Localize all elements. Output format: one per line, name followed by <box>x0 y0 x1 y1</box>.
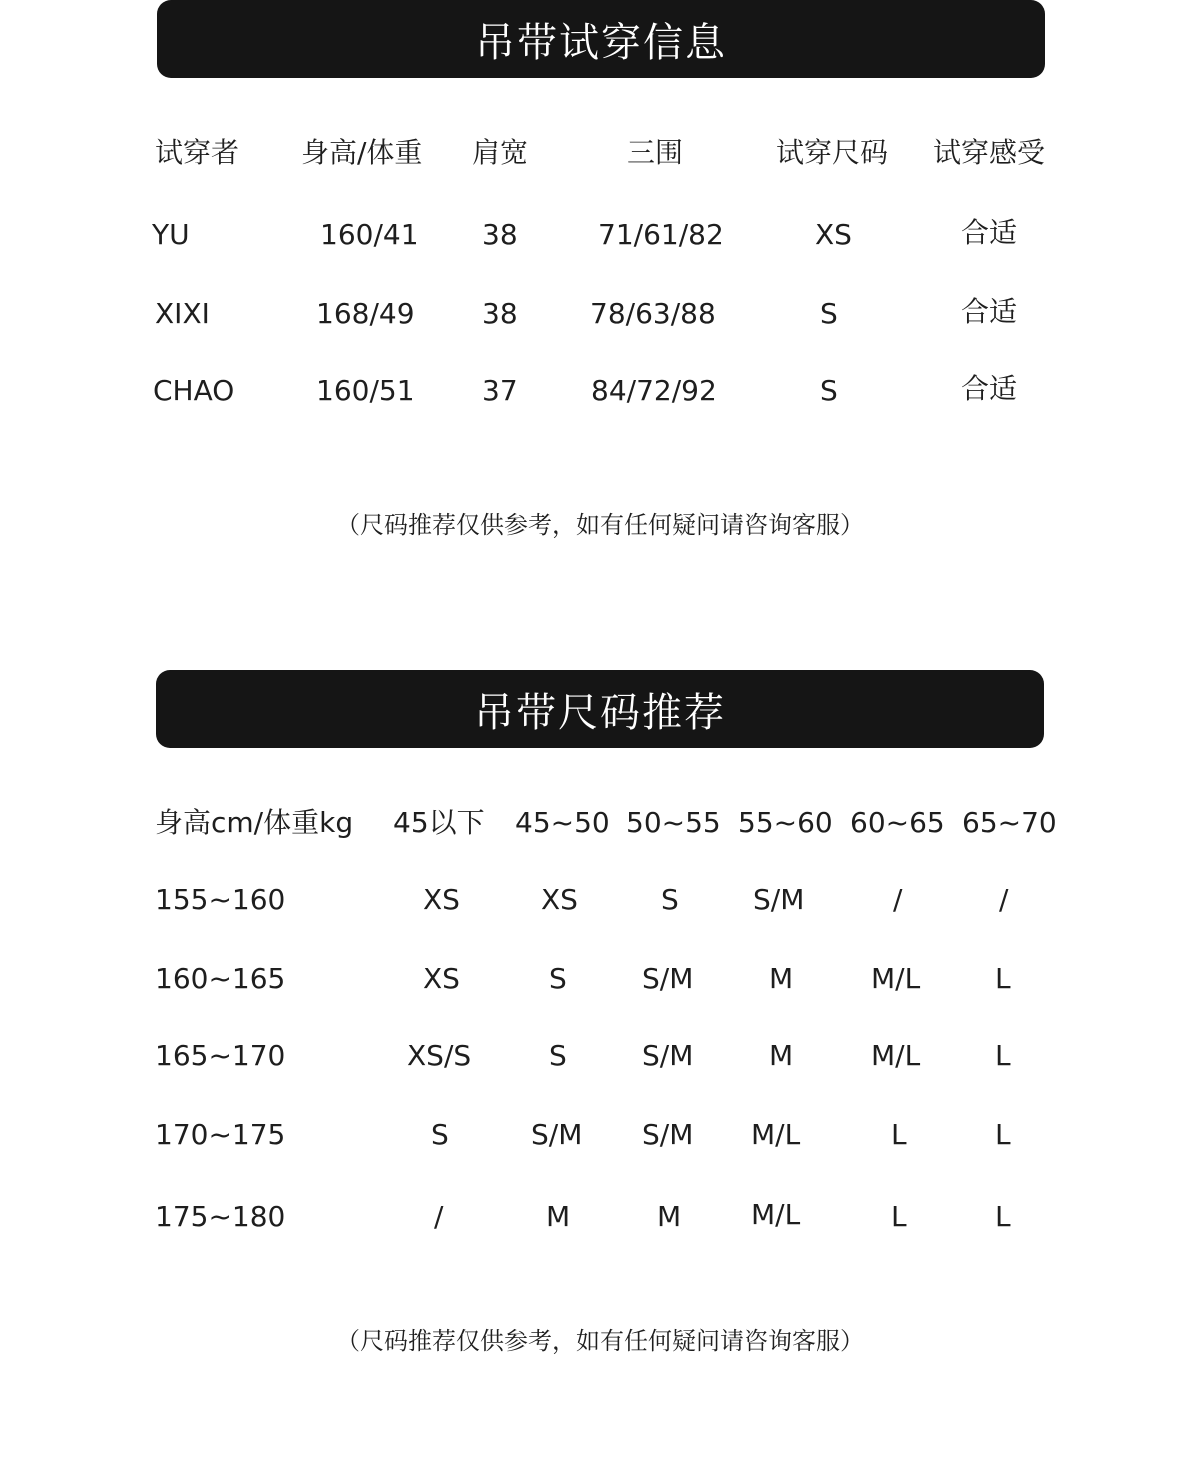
table-cell: M/L <box>751 1118 801 1151</box>
table-cell: L <box>995 962 1011 995</box>
table-cell: XS <box>541 883 578 916</box>
recommend-header-weight-range: 50~55 <box>626 806 721 839</box>
table-cell: / <box>999 883 1009 916</box>
fitting-header-size: 试穿尺码 <box>776 136 889 169</box>
table-cell: S/M <box>642 1118 694 1151</box>
fitting-header-feeling: 试穿感受 <box>933 136 1046 169</box>
table-cell: 37 <box>482 374 518 407</box>
table-cell: S/M <box>531 1118 583 1151</box>
table-cell: 155~160 <box>155 883 286 916</box>
table-cell: XS <box>423 962 460 995</box>
table-cell: 170~175 <box>155 1118 286 1151</box>
table-cell: 160~165 <box>155 962 286 995</box>
table-cell: 160/41 <box>320 218 419 251</box>
recommend-header-weight-range: 65~70 <box>962 806 1057 839</box>
table-cell: 165~170 <box>155 1039 286 1072</box>
table-cell: S <box>820 297 838 330</box>
fitting-header-height-weight: 身高/体重 <box>301 136 423 169</box>
table-cell: S <box>661 883 679 916</box>
table-cell: M/L <box>871 1039 921 1072</box>
table-cell: 84/72/92 <box>591 374 717 407</box>
recommend-header-weight-range: 45~50 <box>515 806 610 839</box>
table-cell: L <box>995 1118 1011 1151</box>
recommend-disclaimer: （尺码推荐仅供参考，如有任何疑问请咨询客服） <box>336 1327 864 1355</box>
table-cell: S <box>549 962 567 995</box>
table-cell: 38 <box>482 297 518 330</box>
fitting-header-tester: 试穿者 <box>155 136 240 169</box>
table-cell: L <box>995 1039 1011 1072</box>
table-cell: XS/S <box>407 1039 472 1072</box>
table-cell: 38 <box>482 218 518 251</box>
table-cell: M <box>769 962 794 995</box>
table-cell: YU <box>152 218 190 251</box>
table-cell: CHAO <box>153 374 235 407</box>
table-cell: XS <box>423 883 460 916</box>
recommend-header-weight-range: 45以下 <box>393 806 485 839</box>
table-cell: L <box>995 1200 1011 1233</box>
recommend-header-weight-range: 55~60 <box>738 806 833 839</box>
table-cell: M/L <box>871 962 921 995</box>
fitting-header-shoulder: 肩宽 <box>472 136 529 169</box>
table-cell: L <box>891 1118 907 1151</box>
table-cell: 168/49 <box>316 297 415 330</box>
table-cell: / <box>893 883 903 916</box>
recommend-header-weight-range: 60~65 <box>850 806 945 839</box>
table-cell: 合适 <box>961 372 1018 405</box>
table-cell: M <box>769 1039 794 1072</box>
table-cell: 合适 <box>961 216 1018 249</box>
table-cell: S <box>431 1118 449 1151</box>
fitting-header-measurements: 三围 <box>627 136 684 169</box>
table-cell: 合适 <box>961 295 1018 328</box>
table-cell: M <box>657 1200 682 1233</box>
fitting-section-title: 吊带试穿信息 <box>157 0 1045 78</box>
table-cell: S/M <box>642 962 694 995</box>
recommend-header-height-weight: 身高cm/体重kg <box>155 806 354 839</box>
table-cell: 71/61/82 <box>598 218 724 251</box>
table-cell: S/M <box>753 883 805 916</box>
table-cell: 78/63/88 <box>590 297 716 330</box>
table-cell: 175~180 <box>155 1200 286 1233</box>
table-cell: / <box>434 1200 444 1233</box>
fitting-disclaimer: （尺码推荐仅供参考，如有任何疑问请咨询客服） <box>336 511 864 539</box>
table-cell: M/L <box>751 1198 801 1231</box>
recommend-section-title: 吊带尺码推荐 <box>156 670 1044 748</box>
table-cell: S <box>820 374 838 407</box>
table-cell: S/M <box>642 1039 694 1072</box>
table-cell: XS <box>815 218 852 251</box>
table-cell: M <box>546 1200 571 1233</box>
table-cell: L <box>891 1200 907 1233</box>
table-cell: XIXI <box>155 297 210 330</box>
table-cell: S <box>549 1039 567 1072</box>
table-cell: 160/51 <box>316 374 415 407</box>
